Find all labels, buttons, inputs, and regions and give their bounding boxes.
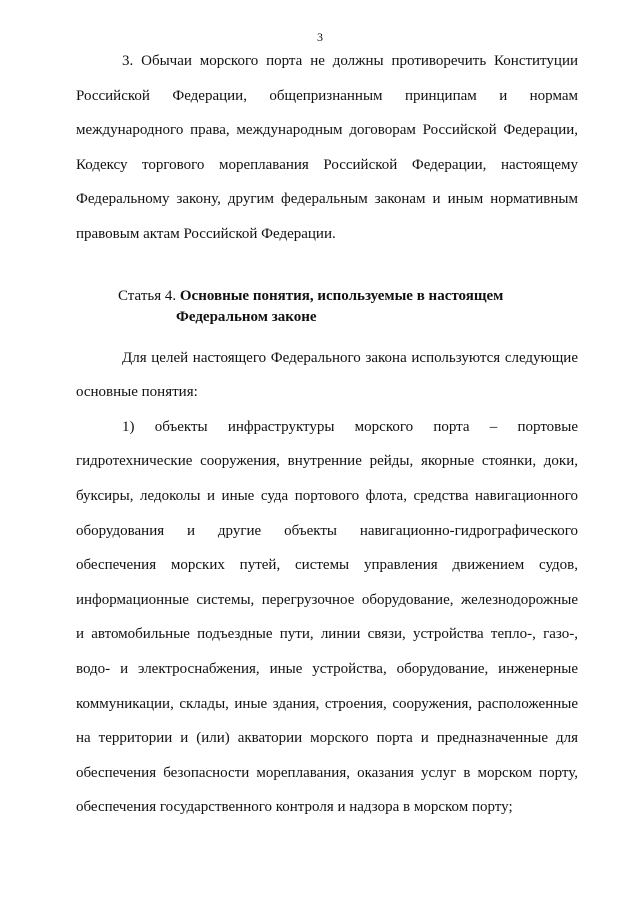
text-line: коммуникации, склады, иные здания, строения, сооружения, расположенные — [76, 695, 578, 712]
text-line: 3. Обычаи морского порта не должны противоречить Конституции — [122, 53, 578, 69]
section-gap — [76, 252, 578, 286]
text-line: правовым актам Российской Федерации. — [76, 225, 336, 242]
intro-paragraph — [76, 341, 578, 410]
text-line: основные понятия: — [76, 384, 198, 401]
text-line: Для целей настоящего Федерального закона используются следующие — [122, 349, 578, 366]
paragraph-3 — [76, 44, 578, 252]
text-line: информационные системы, перегрузочное оборудование, железнодорожные — [76, 591, 578, 608]
heading-gap — [76, 328, 578, 341]
text-line: обеспечения безопасности мореплавания, оказания услуг в морском порту, — [76, 764, 578, 781]
article-title-line-2: Федеральном законе — [176, 308, 317, 325]
text-line: оборудования и другие объекты навигационно-гидрографического — [76, 522, 578, 539]
text-line: буксиры, ледоколы и иные суда портового флота, средства навигационного — [76, 487, 578, 504]
text-line: на территории и (или) акватории морского порта и предназначенные для — [76, 730, 578, 747]
article-heading — [118, 286, 538, 328]
text-line: гидротехнические сооружения, внутренние рейды, якорные стоянки, доки, — [76, 453, 578, 470]
definition-item-1 — [76, 410, 578, 825]
text-line: международного права, международным договорам Российской Федерации, — [76, 122, 578, 139]
text-line: Кодексу торгового мореплавания Российской Федерации, настоящему — [76, 156, 578, 173]
text-line: 1) объекты инфраструктуры морского порта – портовые — [122, 418, 578, 435]
page-number: 3 — [317, 30, 323, 44]
text-line: обеспечения государственного контроля и надзора в морском порту; — [76, 799, 513, 816]
article-title-line-1: Основные понятия, используемые в настоящем — [179, 287, 504, 304]
text-line: Российской Федерации, общепризнанным принципам и нормам — [76, 87, 578, 104]
article-prefix: Статья 4. — [118, 287, 177, 304]
text-line: обеспечения морских путей, системы управления движением судов, — [76, 557, 578, 574]
text-line: Федеральному закону, другим федеральным законам и иным нормативным — [76, 191, 578, 208]
text-line: водо- и электроснабжения, иные устройства, оборудование, инженерные — [76, 660, 578, 677]
page-content — [76, 44, 578, 825]
text-line: и автомобильные подъездные пути, линии связи, устройства тепло-, газо-, — [76, 626, 578, 643]
